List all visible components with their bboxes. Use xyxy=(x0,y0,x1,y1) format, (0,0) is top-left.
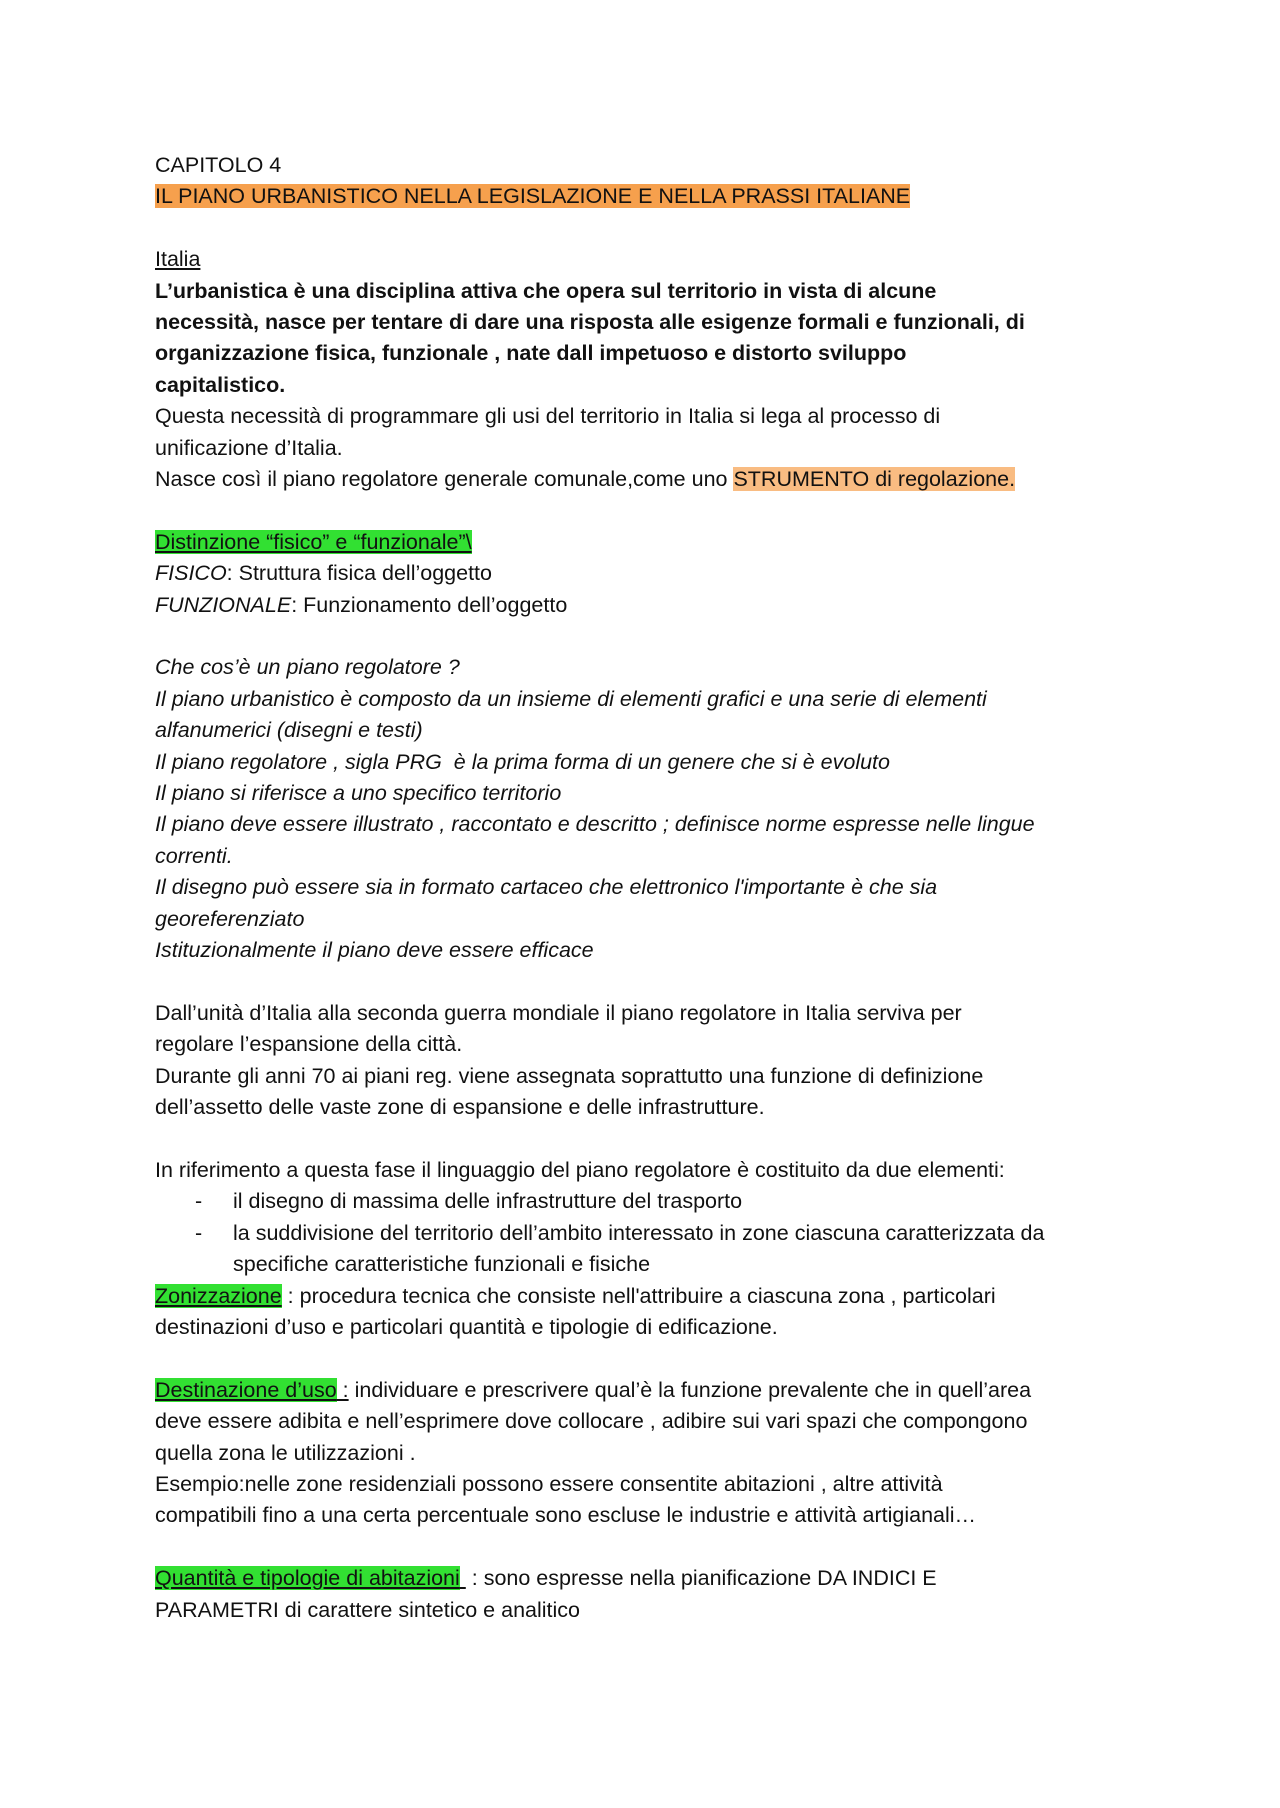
destinazione-line xyxy=(155,1375,1145,1406)
section-heading-italia: Italia xyxy=(155,247,201,272)
bold-intro-line: organizzazione fisica, funzionale , nate dall impetuoso e distorto sviluppo xyxy=(155,341,907,366)
document-page xyxy=(155,150,1145,1626)
bold-intro-line: necessità, nasce per tentare di dare una risposta alle esigenze formali e funzionali, di xyxy=(155,310,1025,335)
zonizzazione-term: Zonizzazione xyxy=(155,1283,282,1308)
list-item-continuation xyxy=(155,1249,1145,1280)
bold-intro-line: capitalistico. xyxy=(155,372,286,397)
spacer xyxy=(155,213,1145,244)
chapter-title-text: IL PIANO URBANISTICO NELLA LEGISLAZIONE E NELLA PRASSI ITALIANE xyxy=(155,184,911,209)
italic-line: Il piano deve essere illustrato , raccontato e descritto ; definisce norme espresse nelle lingue xyxy=(155,812,1035,837)
italic-line: Il piano regolatore , sigla PRG è la prima forma di un genere che si è evoluto xyxy=(155,749,890,774)
paragraph-line: Questa necessità di programmare gli usi del territorio in Italia si lega al processo di xyxy=(155,404,941,429)
quantita-term: Quantità e tipologie di abitazioni xyxy=(155,1566,460,1591)
zonizzazione-rest: : procedura tecnica che consiste nell'attribuire a ciascuna zona , particolari xyxy=(281,1283,996,1308)
spacer xyxy=(155,967,1145,998)
spacer xyxy=(155,495,1145,526)
destinazione-rest: individuare e prescrivere qual’è la funzione prevalente che in quell’area xyxy=(348,1377,1032,1402)
nasce-line xyxy=(155,464,1145,495)
list-item xyxy=(155,1218,1145,1249)
destinazione-line: deve essere adibita e nell’esprimere dove collocare , adibire sui vari spazi che compongono xyxy=(155,1409,1028,1434)
italic-line: alfanumerici (disegni e testi) xyxy=(155,718,423,743)
history-line: regolare l’espansione della città. xyxy=(155,1032,463,1057)
zonizzazione-line xyxy=(155,1281,1145,1312)
fisico-def: : Struttura fisica dell’oggetto xyxy=(226,561,492,586)
funzionale-term: FUNZIONALE xyxy=(155,592,292,617)
bold-intro-line: L’urbanistica è una disciplina attiva che opera sul territorio in vista di alcune xyxy=(155,278,937,303)
bullet-text: la suddivisione del territorio dell’ambito interessato in zone ciascuna caratterizzata da xyxy=(233,1220,1045,1245)
quantita-line: PARAMETRI di carattere sintetico e analitico xyxy=(155,1597,580,1622)
fisico-term: FISICO xyxy=(155,561,227,586)
chapter-label: CAPITOLO 4 xyxy=(155,153,282,177)
distinzione-heading-line xyxy=(155,527,1145,558)
destinazione-term: Destinazione d’uso xyxy=(155,1377,337,1402)
spacer xyxy=(155,621,1145,652)
spacer xyxy=(155,1124,1145,1155)
history-line: Durante gli anni 70 ai piani reg. viene assegnata soprattutto una funzione di definizione xyxy=(155,1063,984,1088)
italic-line: Che cos’è un piano regolatore ? xyxy=(155,655,460,680)
nasce-prefix: Nasce così il piano regolatore generale comunale,come uno xyxy=(155,467,734,492)
funzionale-def: : Funzionamento dell’oggetto xyxy=(291,592,568,617)
bullet-text: il disegno di massima delle infrastrutture del trasporto xyxy=(233,1189,743,1214)
destinazione-sep: : xyxy=(336,1377,349,1402)
italic-line: georeferenziato xyxy=(155,906,305,931)
esempio-line: Esempio:nelle zone residenziali possono essere consentite abitazioni , altre attività xyxy=(155,1471,943,1496)
distinzione-heading: Distinzione “fisico” e “funzionale”\ xyxy=(155,529,472,554)
esempio-line: compatibili fino a una certa percentuale sono escluse le industrie e attività artigianali… xyxy=(155,1503,977,1528)
italic-line: Il piano si riferisce a uno specifico territorio xyxy=(155,781,562,806)
italic-line: Istituzionalmente il piano deve essere efficace xyxy=(155,938,594,963)
italic-line: Il disegno può essere sia in formato cartaceo che elettronico l'importante è che sia xyxy=(155,875,938,900)
history-line: Dall’unità d’Italia alla seconda guerra mondiale il piano regolatore in Italia serviva per xyxy=(155,1000,962,1025)
fisico-definition xyxy=(155,558,1145,589)
quantita-rest: : sono espresse nella pianificazione DA INDICI E xyxy=(465,1566,937,1591)
italic-line: Il piano urbanistico è composto da un insieme di elementi grafici e una serie di elementi xyxy=(155,686,987,711)
spacer xyxy=(155,1343,1145,1374)
spacer xyxy=(155,1532,1145,1563)
bullet-dash: - xyxy=(195,1220,203,1245)
riferimento-line: In riferimento a questa fase il linguaggio del piano regolatore è costituito da due elementi: xyxy=(155,1157,1005,1182)
history-line: dell’assetto delle vaste zone di espansione e delle infrastrutture. xyxy=(155,1095,765,1120)
quantita-line xyxy=(155,1563,1145,1594)
destinazione-line: quella zona le utilizzazioni . xyxy=(155,1440,416,1465)
italic-line: correnti. xyxy=(155,843,233,868)
strumento-highlight: STRUMENTO di regolazione. xyxy=(733,467,1016,492)
list-item xyxy=(155,1186,1145,1217)
bullet-text: specifiche caratteristiche funzionali e fisiche xyxy=(233,1252,651,1277)
zonizzazione-line: destinazioni d’uso e particolari quantità e tipologie di edificazione. xyxy=(155,1314,778,1339)
chapter-title xyxy=(155,181,1145,212)
paragraph-line: unificazione d’Italia. xyxy=(155,435,343,460)
funzionale-definition xyxy=(155,590,1145,621)
bullet-dash: - xyxy=(195,1189,203,1214)
